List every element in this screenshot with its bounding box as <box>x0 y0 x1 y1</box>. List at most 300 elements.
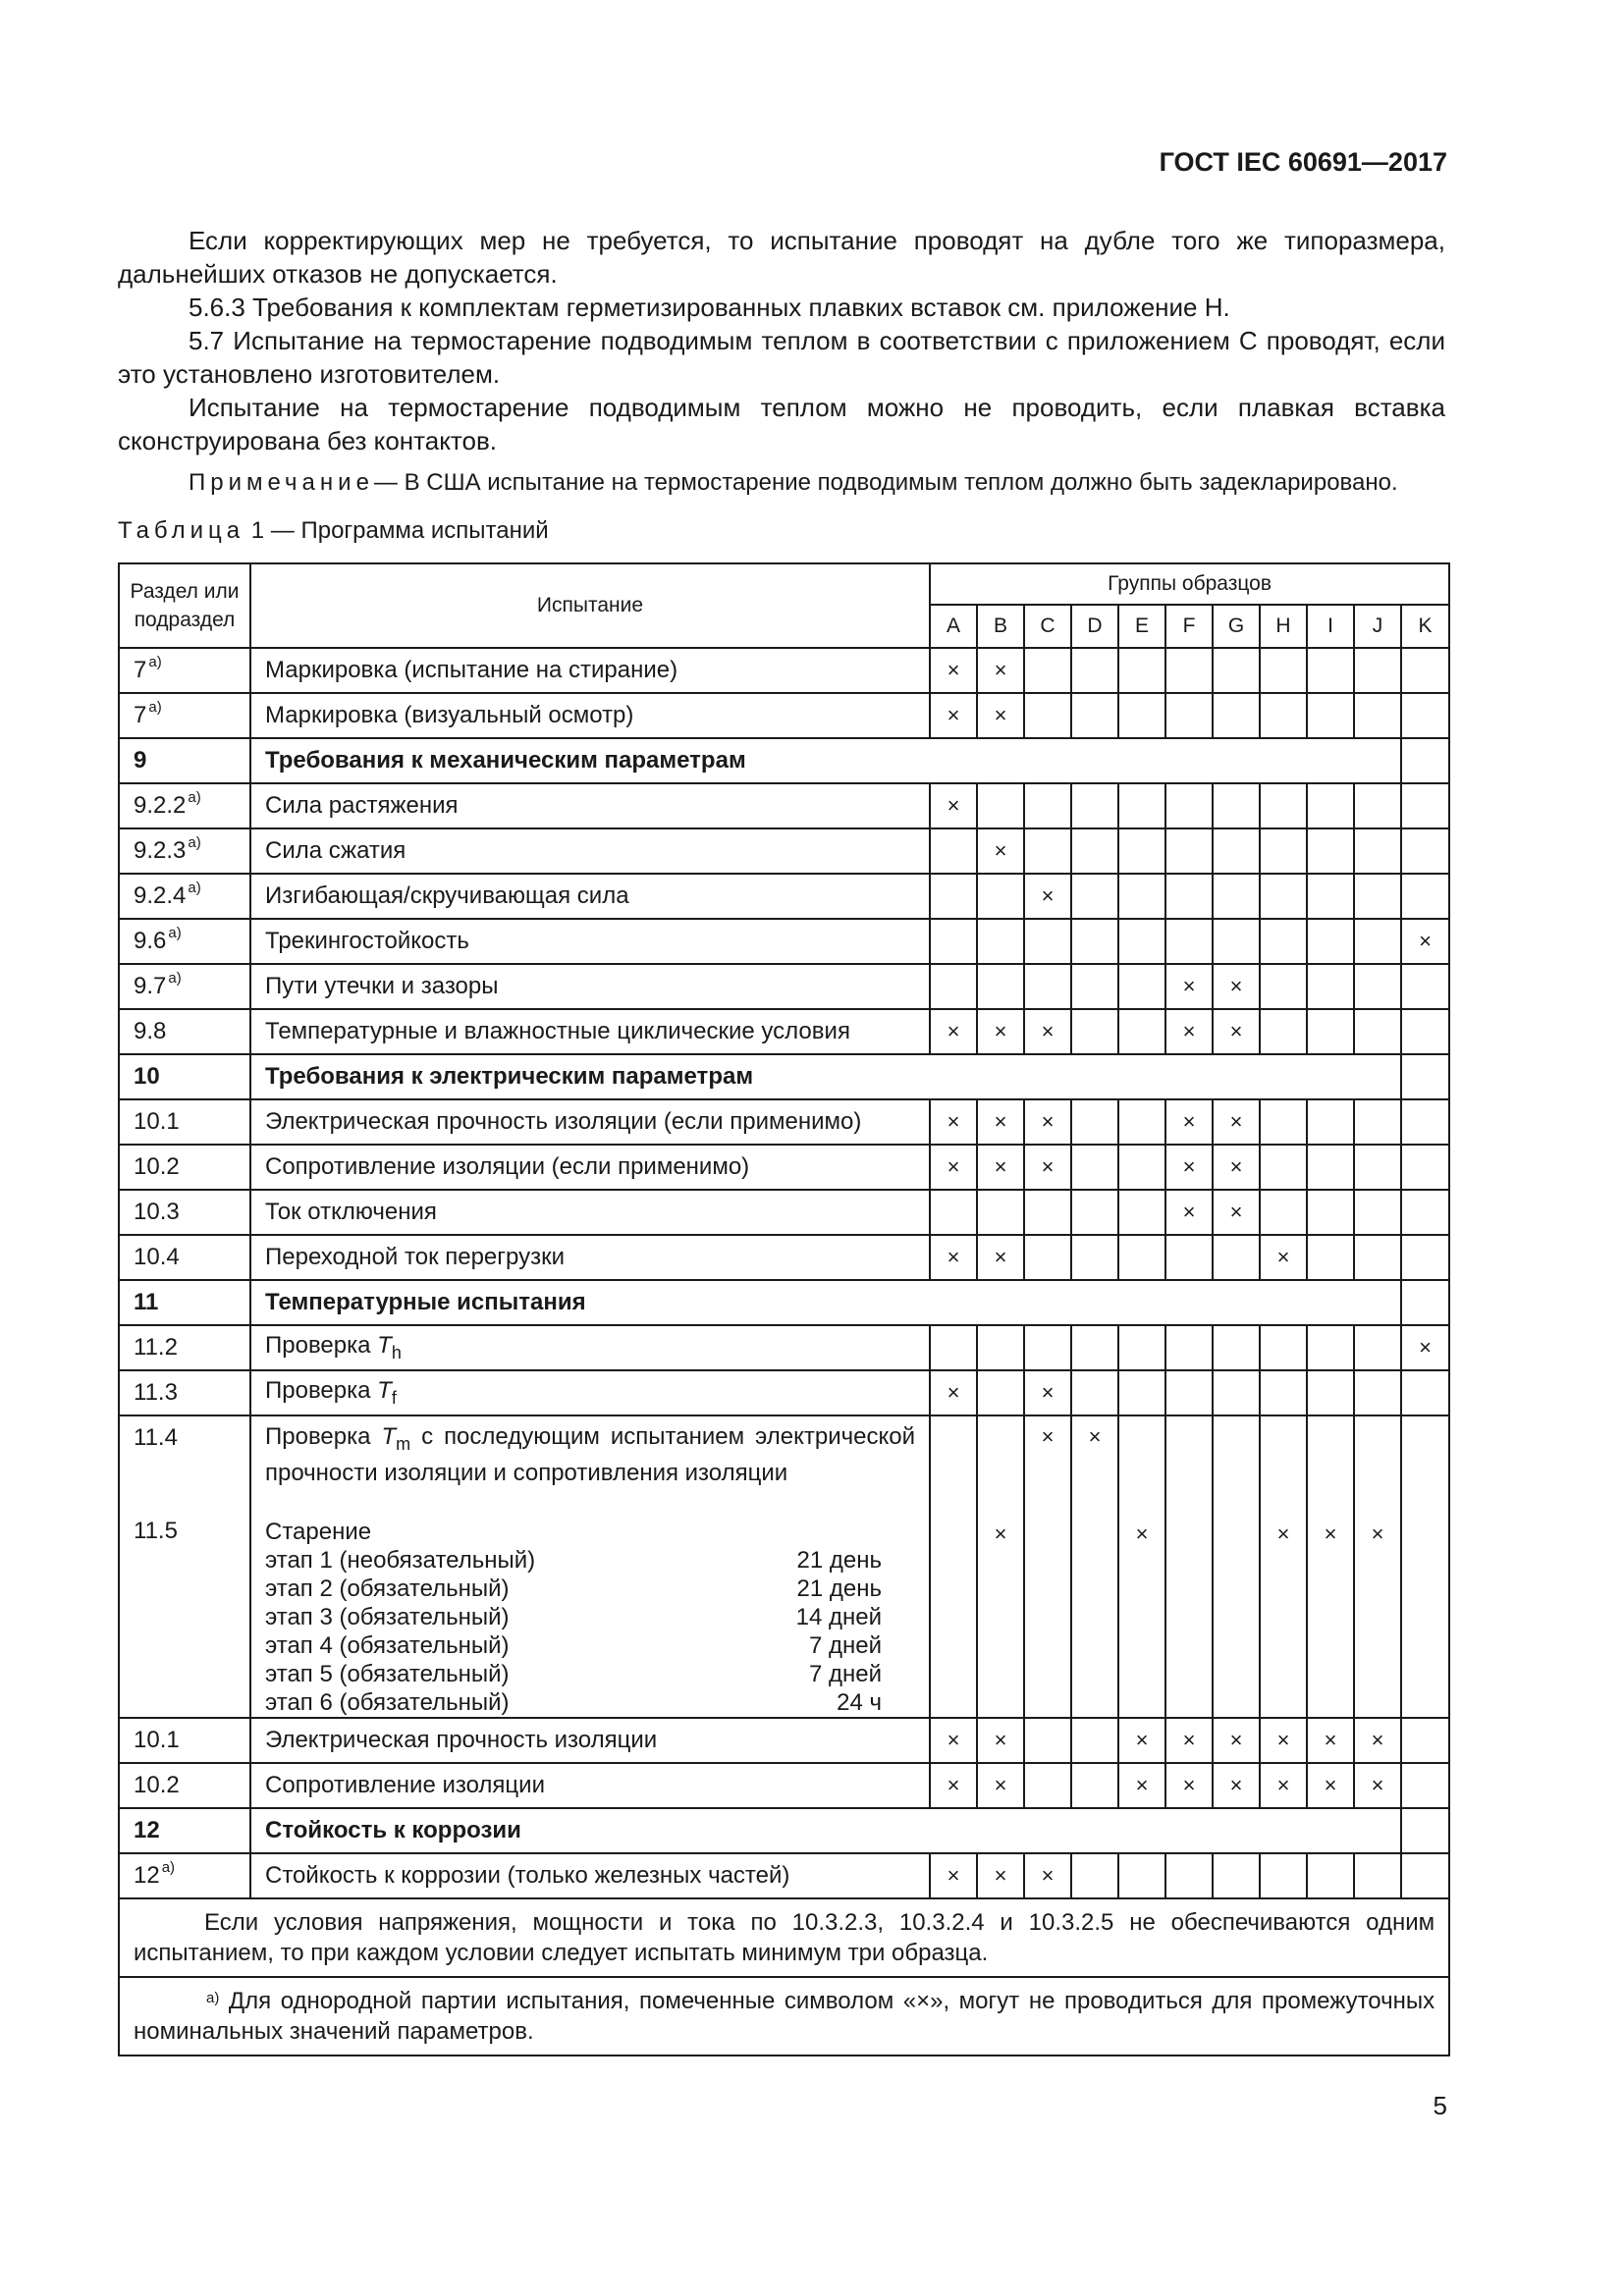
stage-duration: 21 день <box>796 1575 882 1602</box>
mark-cell-h <box>1260 828 1307 874</box>
mark-cell-g: × <box>1213 1009 1260 1054</box>
mark-cell-a: × <box>930 1099 977 1145</box>
test-name-text: Стойкость к коррозии <box>265 1817 521 1843</box>
section-number <box>119 1054 250 1099</box>
section-number-text: 10.3 <box>134 1199 180 1225</box>
mark-cell-g <box>1213 828 1260 874</box>
mark-cell-a: × <box>930 693 977 738</box>
section-number-text: 7 <box>134 702 147 728</box>
mark-cell-h <box>1260 1099 1307 1145</box>
table-caption-text: 1 — Программа испытаний <box>250 517 549 544</box>
mark-cell-g: × <box>1213 1763 1260 1808</box>
mark-cell-a: × <box>930 1009 977 1054</box>
header-groups: Группы образцов <box>930 563 1449 605</box>
mark-cell-g <box>1213 1518 1260 1718</box>
mark-cell-c: × <box>1024 1145 1071 1190</box>
mark-cell-i <box>1307 1415 1354 1518</box>
mark-cell-d <box>1071 1009 1118 1054</box>
mark-cell-f: × <box>1165 1099 1213 1145</box>
footnote-ref: a) <box>148 654 162 670</box>
symbol-subscript: f <box>391 1387 397 1408</box>
section-number <box>119 1370 250 1415</box>
mark-cell-e <box>1118 874 1165 919</box>
mark-cell-d <box>1071 1099 1118 1145</box>
test-name <box>250 1145 930 1190</box>
mark-cell-d <box>1071 1518 1118 1718</box>
section-number-text: 9.6 <box>134 928 167 954</box>
mark-cell-h: × <box>1260 1763 1307 1808</box>
test-name-text: Проверка <box>265 1332 378 1360</box>
mark-cell-e: × <box>1118 1763 1165 1808</box>
mark-cell-j <box>1354 1370 1401 1415</box>
mark-cell-h <box>1260 1325 1307 1370</box>
stage-duration: 21 день <box>796 1547 882 1574</box>
section-header-row <box>119 738 1449 783</box>
stage-duration: 14 дней <box>795 1604 882 1630</box>
section-number <box>119 964 250 1009</box>
mark-cell-j <box>1354 783 1401 828</box>
mark-cell-g: × <box>1213 1099 1260 1145</box>
mark-cell-d <box>1071 1718 1118 1763</box>
section-number-text: 9.2.3 <box>134 837 187 864</box>
group-letter-b: B <box>977 605 1024 648</box>
test-name-text: Сопротивление изоляции <box>265 1772 545 1798</box>
table-row <box>119 1009 1449 1054</box>
mark-cell-f <box>1165 783 1213 828</box>
mark-cell-g <box>1213 1853 1260 1898</box>
mark-cell-b: × <box>977 1235 1024 1280</box>
test-name <box>250 1280 1401 1325</box>
mark-cell-b <box>977 783 1024 828</box>
mark-cell-c <box>1024 1718 1071 1763</box>
section-number-text: 11.3 <box>134 1379 178 1406</box>
table-row <box>119 648 1449 693</box>
mark-cell-k <box>1401 874 1449 919</box>
group-letter-h: H <box>1260 605 1307 648</box>
mark-cell-a: × <box>930 1235 977 1280</box>
test-name <box>250 1054 1401 1099</box>
test-name <box>250 919 930 964</box>
group-letter-g: G <box>1213 605 1260 648</box>
mark-cell-empty <box>1401 1280 1449 1325</box>
header-test: Испытание <box>250 563 930 648</box>
table-row <box>119 1718 1449 1763</box>
mark-cell-k <box>1401 648 1449 693</box>
mark-cell-b: × <box>977 1853 1024 1898</box>
section-number-text: 9 <box>134 747 147 774</box>
section-number-text: 10.2 <box>134 1153 180 1180</box>
aging-test <box>250 1518 930 1718</box>
mark-cell-g <box>1213 1325 1260 1370</box>
mark-cell-a: × <box>930 1853 977 1898</box>
mark-cell-c: × <box>1024 1370 1071 1415</box>
mark-cell-c <box>1024 964 1071 1009</box>
mark-cell-d <box>1071 919 1118 964</box>
table-row <box>119 1415 1449 1518</box>
mark-cell-a <box>930 1190 977 1235</box>
test-name <box>250 1370 930 1415</box>
stage-label: этап 5 (обязательный) <box>265 1661 510 1687</box>
mark-cell-f: × <box>1165 1009 1213 1054</box>
mark-cell-b <box>977 874 1024 919</box>
page-number: 5 <box>1433 2091 1447 2120</box>
table-row <box>119 828 1449 874</box>
mark-cell-b <box>977 1370 1024 1415</box>
mark-cell-f <box>1165 1518 1213 1718</box>
stage-label: этап 1 (необязательный) <box>265 1547 536 1574</box>
mark-cell-i <box>1307 648 1354 693</box>
test-name-text: Сила сжатия <box>265 837 406 864</box>
mark-cell-c <box>1024 1763 1071 1808</box>
mark-cell-e <box>1118 919 1165 964</box>
section-number-text: 9.7 <box>134 973 167 999</box>
mark-cell-c: × <box>1024 1099 1071 1145</box>
mark-cell-i <box>1307 1009 1354 1054</box>
mark-cell-i <box>1307 1235 1354 1280</box>
mark-cell-i <box>1307 1370 1354 1415</box>
paragraph-5-6-3: 5.6.3 Требования к комплектам герметизированных плавких вставок см. приложение Н. <box>189 293 1230 322</box>
table-caption-label: Таблица <box>118 517 245 544</box>
section-number-text: 11 <box>134 1289 159 1315</box>
mark-cell-h <box>1260 1415 1307 1518</box>
aging-stage <box>265 1603 882 1631</box>
mark-cell-g: × <box>1213 1190 1260 1235</box>
mark-cell-a <box>930 1325 977 1370</box>
symbol: T <box>377 1377 392 1405</box>
footnote-main: Если условия напряжения, мощности и тока по 10.3.2.3, 10.3.2.4 и 10.3.2.5 не обеспечиваются одним испытанием, то при каждом условии следует испытать минимум три образца. <box>134 1909 1435 1966</box>
mark-cell-d <box>1071 1370 1118 1415</box>
mark-cell-k <box>1401 1518 1449 1718</box>
mark-cell-e <box>1118 1235 1165 1280</box>
footnote-ref: a) <box>168 925 182 941</box>
mark-cell-d <box>1071 1190 1118 1235</box>
section-header-row <box>119 1808 1449 1853</box>
table-row <box>119 693 1449 738</box>
mark-cell-c <box>1024 1325 1071 1370</box>
mark-cell-h <box>1260 648 1307 693</box>
test-name-text: Электрическая прочность изоляции (если применимо) <box>265 1108 862 1135</box>
mark-cell-g: × <box>1213 1718 1260 1763</box>
group-letter-i: I <box>1307 605 1354 648</box>
mark-cell-empty <box>1401 738 1449 783</box>
mark-cell-j <box>1354 1190 1401 1235</box>
mark-cell-b: × <box>977 1009 1024 1054</box>
test-name <box>250 1853 930 1898</box>
test-name-pre: Проверка <box>265 1423 382 1450</box>
test-name <box>250 874 930 919</box>
test-name-text: Трекингостойкость <box>265 928 469 954</box>
table-row <box>119 919 1449 964</box>
table-row <box>119 1763 1449 1808</box>
mark-cell-empty <box>1401 1054 1449 1099</box>
mark-cell-i <box>1307 1099 1354 1145</box>
aging-stage <box>265 1631 882 1660</box>
test-name <box>250 783 930 828</box>
stage-label: этап 4 (обязательный) <box>265 1632 510 1659</box>
table-footnote <box>119 1898 1449 1977</box>
section-number <box>119 783 250 828</box>
mark-cell-k <box>1401 1190 1449 1235</box>
section-number-text: 9.2.2 <box>134 792 187 819</box>
section-number <box>119 738 250 783</box>
mark-cell-h: × <box>1260 1718 1307 1763</box>
test-name <box>250 1808 1401 1853</box>
mark-cell-g: × <box>1213 1145 1260 1190</box>
footnote-ref: a) <box>168 970 182 987</box>
mark-cell-c: × <box>1024 874 1071 919</box>
test-name-text: Проверка <box>265 1377 378 1405</box>
test-name <box>250 964 930 1009</box>
mark-cell-a <box>930 1518 977 1718</box>
footnote-ref: a) <box>188 789 201 806</box>
test-name-text: Электрическая прочность изоляции <box>265 1727 658 1753</box>
mark-cell-f <box>1165 1415 1213 1518</box>
mark-cell-c <box>1024 1190 1071 1235</box>
mark-cell-e <box>1118 1415 1165 1518</box>
mark-cell-k: × <box>1401 1325 1449 1370</box>
mark-cell-f: × <box>1165 1190 1213 1235</box>
mark-cell-k <box>1401 964 1449 1009</box>
section-number <box>119 1718 250 1763</box>
section-number-text: 10.1 <box>134 1727 180 1753</box>
test-name: Старение <box>265 1519 372 1545</box>
mark-cell-a: × <box>930 648 977 693</box>
group-letter-c: C <box>1024 605 1071 648</box>
mark-cell-g: × <box>1213 964 1260 1009</box>
aging-stages <box>265 1546 929 1717</box>
mark-cell-f <box>1165 1853 1213 1898</box>
mark-cell-c <box>1024 1518 1071 1718</box>
section-number: 11.4 <box>119 1415 250 1518</box>
footnote-a-marker: a) <box>206 1990 220 2006</box>
mark-cell-a <box>930 874 977 919</box>
mark-cell-k <box>1401 693 1449 738</box>
mark-cell-b <box>977 964 1024 1009</box>
test-name <box>250 1415 930 1518</box>
test-name-text: Маркировка (визуальный осмотр) <box>265 702 634 728</box>
mark-cell-c: × <box>1024 1009 1071 1054</box>
test-name <box>250 693 930 738</box>
mark-cell-k <box>1401 1853 1449 1898</box>
test-name-text: Стойкость к коррозии (только железных частей) <box>265 1862 790 1889</box>
section-number <box>119 648 250 693</box>
mark-cell-j <box>1354 1415 1401 1518</box>
test-name-text: Изгибающая/скручивающая сила <box>265 882 629 909</box>
test-name-text: Сопротивление изоляции (если применимо) <box>265 1153 750 1180</box>
section-header-row <box>119 1054 1449 1099</box>
mark-cell-j <box>1354 828 1401 874</box>
section-number-text: 12 <box>134 1862 160 1889</box>
mark-cell-d <box>1071 1145 1118 1190</box>
section-number <box>119 1009 250 1054</box>
section-number <box>119 1325 250 1370</box>
mark-cell-c <box>1024 693 1071 738</box>
section-number-text: 11.2 <box>134 1334 178 1361</box>
mark-cell-j <box>1354 1853 1401 1898</box>
mark-cell-b: × <box>977 1763 1024 1808</box>
mark-cell-f: × <box>1165 1763 1213 1808</box>
stage-label: этап 6 (обязательный) <box>265 1689 510 1716</box>
table-row <box>119 964 1449 1009</box>
mark-cell-k <box>1401 828 1449 874</box>
mark-cell-a: × <box>930 783 977 828</box>
mark-cell-h <box>1260 693 1307 738</box>
section-number <box>119 1853 250 1898</box>
mark-cell-c <box>1024 919 1071 964</box>
test-name <box>250 1009 930 1054</box>
mark-cell-j <box>1354 693 1401 738</box>
mark-cell-h <box>1260 919 1307 964</box>
mark-cell-b <box>977 1190 1024 1235</box>
section-number-text: 12 <box>134 1817 160 1843</box>
mark-cell-a <box>930 828 977 874</box>
mark-cell-k: × <box>1401 919 1449 964</box>
group-letter-e: E <box>1118 605 1165 648</box>
mark-cell-d <box>1071 828 1118 874</box>
footnote-a-text: Для однородной партии испытания, помеченные символом «×», могут не проводиться для промежуточных номинальных значений параметров. <box>134 1988 1435 2045</box>
mark-cell-a <box>930 964 977 1009</box>
symbol-subscript: h <box>391 1342 402 1362</box>
mark-cell-j: × <box>1354 1763 1401 1808</box>
section-number <box>119 1235 250 1280</box>
mark-cell-e <box>1118 1009 1165 1054</box>
mark-cell-k <box>1401 783 1449 828</box>
section-number-text: 10.4 <box>134 1244 180 1270</box>
section-number <box>119 1099 250 1145</box>
mark-cell-k <box>1401 1370 1449 1415</box>
mark-cell-b: × <box>977 1099 1024 1145</box>
mark-cell-j <box>1354 919 1401 964</box>
test-name <box>250 828 930 874</box>
mark-cell-f: × <box>1165 1145 1213 1190</box>
mark-cell-k <box>1401 1099 1449 1145</box>
mark-cell-e <box>1118 1325 1165 1370</box>
section-number <box>119 1280 250 1325</box>
section-header-row <box>119 1280 1449 1325</box>
mark-cell-b: × <box>977 1718 1024 1763</box>
footnote-ref: a) <box>148 699 162 716</box>
section-number-text: 9.8 <box>134 1018 167 1044</box>
mark-cell-j <box>1354 1235 1401 1280</box>
test-name-post: с последующим испытанием электрической прочности изоляции и сопротивления изоляции <box>265 1423 916 1486</box>
mark-cell-d <box>1071 1235 1118 1280</box>
paragraph-corrective: Если корректирующих мер не требуется, то испытание проводят на дубле того же типоразмера, дальнейших отказов не допускается. <box>118 226 1445 289</box>
mark-cell-i <box>1307 919 1354 964</box>
table-row <box>119 1145 1449 1190</box>
aging-stage <box>265 1575 882 1603</box>
aging-stage <box>265 1546 882 1575</box>
mark-cell-i <box>1307 1325 1354 1370</box>
table-footnote-a <box>119 1977 1449 2056</box>
mark-cell-e <box>1118 1370 1165 1415</box>
mark-cell-g <box>1213 1370 1260 1415</box>
table-row <box>119 1325 1449 1370</box>
mark-cell-f <box>1165 1235 1213 1280</box>
test-name <box>250 1235 930 1280</box>
section-number-text: 10.1 <box>134 1108 180 1135</box>
test-name <box>250 648 930 693</box>
mark-cell-d <box>1071 1763 1118 1808</box>
test-name-text: Температурные и влажностные циклические условия <box>265 1018 850 1044</box>
mark-cell-i <box>1307 1145 1354 1190</box>
mark-cell-d <box>1071 964 1118 1009</box>
mark-cell-j: × <box>1354 1718 1401 1763</box>
mark-cell-f <box>1165 919 1213 964</box>
header-section: Раздел или подраздел <box>119 563 250 648</box>
test-name-text: Маркировка (испытание на стирание) <box>265 657 678 683</box>
mark-cell-k <box>1401 1009 1449 1054</box>
table-caption <box>118 517 549 545</box>
group-letter-f: F <box>1165 605 1213 648</box>
section-number <box>119 1190 250 1235</box>
mark-cell-j <box>1354 1009 1401 1054</box>
mark-cell-j <box>1354 1325 1401 1370</box>
table-row <box>119 874 1449 919</box>
section-number <box>119 693 250 738</box>
mark-cell-f: × <box>1165 964 1213 1009</box>
mark-cell-i <box>1307 874 1354 919</box>
section-number <box>119 1145 250 1190</box>
mark-cell-k <box>1401 1718 1449 1763</box>
table-row <box>119 1190 1449 1235</box>
group-letter-d: D <box>1071 605 1118 648</box>
mark-cell-g <box>1213 1415 1260 1518</box>
group-letter-a: A <box>930 605 977 648</box>
mark-cell-a: × <box>930 1718 977 1763</box>
aging-stage <box>265 1688 882 1717</box>
mark-cell-g <box>1213 919 1260 964</box>
stage-duration: 7 дней <box>808 1632 882 1659</box>
mark-cell-g <box>1213 874 1260 919</box>
standard-number: ГОСТ IEC 60691—2017 <box>1159 147 1447 177</box>
mark-cell-d <box>1071 693 1118 738</box>
mark-cell-a <box>930 1415 977 1518</box>
mark-cell-e <box>1118 828 1165 874</box>
mark-cell-f <box>1165 648 1213 693</box>
note-label: Примечание <box>189 469 374 496</box>
test-name <box>250 1718 930 1763</box>
stage-duration: 24 ч <box>837 1689 882 1716</box>
mark-cell-a: × <box>930 1763 977 1808</box>
mark-cell-i: × <box>1307 1718 1354 1763</box>
section-number-text: 9.2.4 <box>134 882 187 909</box>
mark-cell-c <box>1024 648 1071 693</box>
group-letter-k: K <box>1401 605 1449 648</box>
test-name-text: Требования к электрическим параметрам <box>265 1063 754 1090</box>
mark-cell-e <box>1118 964 1165 1009</box>
paragraph-5-7: 5.7 Испытание на термостарение подводимым теплом в соответствии с приложением С проводят, если это установлено изготовителем. <box>118 326 1445 389</box>
section-number-text: 10 <box>134 1063 160 1090</box>
mark-cell-g <box>1213 648 1260 693</box>
aging-stage <box>265 1660 882 1688</box>
mark-cell-empty <box>1401 1808 1449 1853</box>
section-number <box>119 1763 250 1808</box>
mark-cell-g <box>1213 783 1260 828</box>
note-text: — В США испытание на термостарение подводимым теплом должно быть задекларировано. <box>373 469 1398 496</box>
mark-cell-d <box>1071 648 1118 693</box>
footnote-ref: a) <box>188 834 201 851</box>
mark-cell-e <box>1118 783 1165 828</box>
mark-cell-c <box>1024 828 1071 874</box>
mark-cell-d <box>1071 783 1118 828</box>
test-name <box>250 738 1401 783</box>
mark-cell-f: × <box>1165 1718 1213 1763</box>
mark-cell-h <box>1260 964 1307 1009</box>
test-name-text: Пути утечки и зазоры <box>265 973 499 999</box>
test-name-text: Требования к механическим параметрам <box>265 747 746 774</box>
table-row <box>119 1099 1449 1145</box>
footnote-ref: a) <box>188 880 201 896</box>
